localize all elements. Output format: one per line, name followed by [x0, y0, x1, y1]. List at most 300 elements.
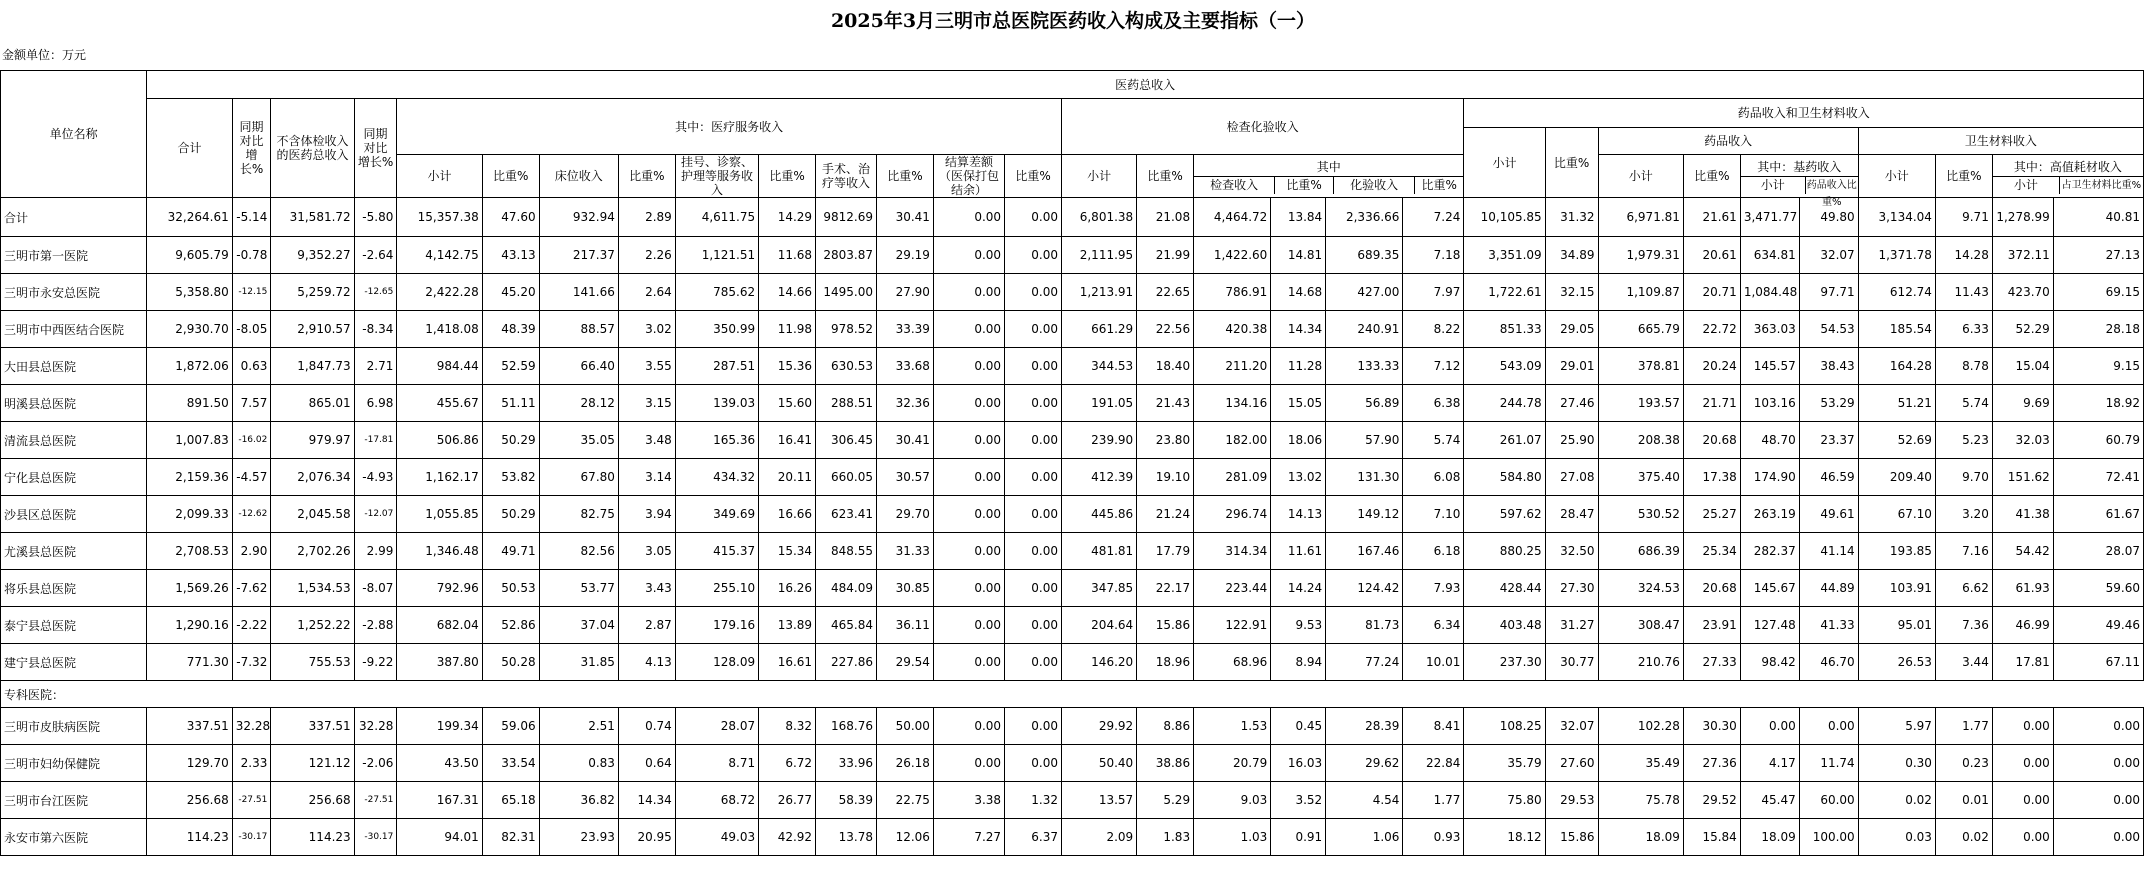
value-cell: 324.53 [1598, 570, 1683, 607]
header-hv-subtotal: 小计 [1993, 177, 2060, 194]
value-cell: 8.78 [1935, 348, 1992, 385]
value-cell: 14.34 [618, 782, 675, 819]
value-cell: 4,464.72 [1194, 198, 1271, 237]
value-cell: 314.34 [1194, 533, 1271, 570]
value-cell: 15.60 [759, 385, 816, 422]
value-cell: 4.13 [618, 644, 675, 681]
value-cell: 36.11 [877, 607, 934, 644]
value-cell: 164.28 [1858, 348, 1935, 385]
value-cell: 29.52 [1683, 782, 1740, 819]
value-cell: 2803.87 [816, 237, 877, 274]
value-cell: 660.05 [816, 459, 877, 496]
value-cell: 53.29 [1799, 385, 1858, 422]
value-cell: 15.04 [1992, 348, 2053, 385]
value-cell: 1,252.22 [271, 607, 354, 644]
value-cell: 22.72 [1683, 311, 1740, 348]
value-cell: 2.26 [618, 237, 675, 274]
value-cell: 3,134.04 [1858, 198, 1935, 237]
unit-name-cell: 建宁县总医院 [1, 644, 147, 681]
value-cell: 7.12 [1403, 348, 1464, 385]
value-cell: 1,847.73 [271, 348, 354, 385]
value-cell: 14.28 [1935, 237, 1992, 274]
value-cell: 32.28 [354, 708, 397, 745]
value-cell: 50.28 [482, 644, 539, 681]
value-cell: 22.65 [1137, 274, 1194, 311]
value-cell: 49.46 [2053, 607, 2143, 644]
value-cell: 1,162.17 [397, 459, 482, 496]
value-cell: 18.40 [1137, 348, 1194, 385]
value-cell: 20.79 [1194, 745, 1271, 782]
value-cell: 6.18 [1403, 533, 1464, 570]
value-cell: 848.55 [816, 533, 877, 570]
value-cell: 165.36 [675, 422, 758, 459]
value-cell: 129.70 [147, 745, 232, 782]
value-cell: 51.11 [482, 385, 539, 422]
value-cell: 59.60 [2053, 570, 2143, 607]
value-cell: 145.67 [1740, 570, 1799, 607]
value-cell: 11.98 [759, 311, 816, 348]
value-cell: 46.70 [1799, 644, 1858, 681]
value-cell: 6,971.81 [1598, 198, 1683, 237]
value-cell: 52.59 [482, 348, 539, 385]
value-cell: 30.41 [877, 198, 934, 237]
value-cell: 48.70 [1740, 422, 1799, 459]
value-cell: 2,076.34 [271, 459, 354, 496]
value-cell: 13.02 [1271, 459, 1326, 496]
header-unit-name: 单位名称 [1, 71, 147, 198]
value-cell: 623.41 [816, 496, 877, 533]
value-cell: 0.00 [1005, 459, 1062, 496]
value-cell: 145.57 [1740, 348, 1799, 385]
value-cell: 2,702.26 [271, 533, 354, 570]
value-cell: 363.03 [1740, 311, 1799, 348]
value-cell: 27.13 [2053, 237, 2143, 274]
value-cell: 2,336.66 [1326, 198, 1403, 237]
income-table [0, 70, 2144, 856]
value-cell: 239.90 [1061, 422, 1136, 459]
header-dm-ratio: 比重% [1545, 128, 1598, 198]
value-cell: 3.94 [618, 496, 675, 533]
value-cell: 95.01 [1858, 607, 1935, 644]
value-cell: 1,084.48 [1740, 274, 1799, 311]
value-cell: 8.32 [759, 708, 816, 745]
header-basic-subtotal: 小计 [1741, 177, 1806, 194]
value-cell: 103.16 [1740, 385, 1799, 422]
value-cell: 3,351.09 [1464, 237, 1545, 274]
value-cell: 0.00 [933, 274, 1004, 311]
value-cell: 445.86 [1061, 496, 1136, 533]
value-cell: 349.69 [675, 496, 758, 533]
value-cell: 865.01 [271, 385, 354, 422]
value-cell: 50.29 [482, 422, 539, 459]
value-cell: 851.33 [1464, 311, 1545, 348]
value-cell: 3.43 [618, 570, 675, 607]
value-cell: 7.24 [1403, 198, 1464, 237]
value-cell: 5.74 [1403, 422, 1464, 459]
value-cell: 0.00 [1005, 607, 1062, 644]
value-cell: 14.29 [759, 198, 816, 237]
value-cell: 69.15 [2053, 274, 2143, 311]
value-cell: 121.12 [271, 745, 354, 782]
unit-name-cell: 宁化县总医院 [1, 459, 147, 496]
value-cell: 306.45 [816, 422, 877, 459]
value-cell: 0.00 [933, 745, 1004, 782]
value-cell: 3.14 [618, 459, 675, 496]
value-cell: 584.80 [1464, 459, 1545, 496]
value-cell: 891.50 [147, 385, 232, 422]
value-cell: 33.39 [877, 311, 934, 348]
value-cell: 191.05 [1061, 385, 1136, 422]
value-cell: 42.92 [759, 819, 816, 856]
value-cell: 0.00 [933, 459, 1004, 496]
header-lab-ratio: 比重% [1421, 177, 1457, 192]
value-cell: 28.47 [1545, 496, 1598, 533]
header-surgery-ratio: 比重% [877, 155, 934, 198]
table-body [1, 198, 2144, 856]
value-cell: 0.00 [1005, 533, 1062, 570]
value-cell: 14.66 [759, 274, 816, 311]
value-cell: 22.84 [1403, 745, 1464, 782]
value-cell: 3.48 [618, 422, 675, 459]
value-cell: 0.30 [1858, 745, 1935, 782]
value-cell: 7.93 [1403, 570, 1464, 607]
section-row [1, 681, 2144, 708]
value-cell: 7.16 [1935, 533, 1992, 570]
value-cell: 412.39 [1061, 459, 1136, 496]
header-exam-among [1194, 155, 1464, 198]
value-cell: 0.02 [1935, 819, 1992, 856]
value-cell: 28.12 [539, 385, 618, 422]
value-cell: 2,099.33 [147, 496, 232, 533]
value-cell: 38.43 [1799, 348, 1858, 385]
value-cell: 2.33 [232, 745, 271, 782]
value-cell: 48.39 [482, 311, 539, 348]
value-cell: 6.08 [1403, 459, 1464, 496]
header-basic-drug [1740, 155, 1858, 208]
value-cell: 209.40 [1858, 459, 1935, 496]
value-cell: 6.38 [1403, 385, 1464, 422]
value-cell: 30.41 [877, 422, 934, 459]
value-cell: 52.29 [1992, 311, 2053, 348]
value-cell: 1.77 [1403, 782, 1464, 819]
value-cell: 25.90 [1545, 422, 1598, 459]
value-cell: 13.84 [1271, 198, 1326, 237]
table-row [1, 237, 2144, 274]
value-cell: 427.00 [1326, 274, 1403, 311]
value-cell: 17.79 [1137, 533, 1194, 570]
value-cell: 45.47 [1740, 782, 1799, 819]
value-cell: 0.00 [1005, 422, 1062, 459]
value-cell: 420.38 [1194, 311, 1271, 348]
header-settlement-ratio: 比重% [1005, 155, 1062, 198]
value-cell: 530.52 [1598, 496, 1683, 533]
header-surgery: 手术、治疗等收入 [816, 155, 877, 198]
value-cell: 22.17 [1137, 570, 1194, 607]
value-cell: 141.66 [539, 274, 618, 311]
value-cell: 428.44 [1464, 570, 1545, 607]
header-hv-material [1992, 155, 2143, 198]
value-cell: 13.89 [759, 607, 816, 644]
value-cell: 0.00 [2053, 819, 2143, 856]
value-cell: 31.32 [1545, 198, 1598, 237]
value-cell: 53.77 [539, 570, 618, 607]
value-cell: 114.23 [271, 819, 354, 856]
value-cell: 240.91 [1326, 311, 1403, 348]
value-cell: 665.79 [1598, 311, 1683, 348]
value-cell: 23.37 [1799, 422, 1858, 459]
value-cell: 755.53 [271, 644, 354, 681]
value-cell: 11.43 [1935, 274, 1992, 311]
value-cell: 108.25 [1464, 708, 1545, 745]
table-row [1, 782, 2144, 819]
value-cell: 255.10 [675, 570, 758, 607]
value-cell: 28.39 [1326, 708, 1403, 745]
value-cell: 7.36 [1935, 607, 1992, 644]
value-cell: -12.07 [354, 496, 397, 533]
value-cell: 0.03 [1858, 819, 1935, 856]
value-cell: 2,045.58 [271, 496, 354, 533]
value-cell: 23.80 [1137, 422, 1194, 459]
value-cell: 0.00 [933, 237, 1004, 274]
value-cell: 0.02 [1858, 782, 1935, 819]
value-cell: 0.00 [1005, 745, 1062, 782]
header-bed-ratio: 比重% [618, 155, 675, 198]
value-cell: 21.99 [1137, 237, 1194, 274]
value-cell: 0.00 [1005, 570, 1062, 607]
value-cell: 20.61 [1683, 237, 1740, 274]
value-cell: 455.67 [397, 385, 482, 422]
value-cell: 1.77 [1935, 708, 1992, 745]
value-cell: 151.62 [1992, 459, 2053, 496]
value-cell: 32,264.61 [147, 198, 232, 237]
value-cell: 0.00 [933, 708, 1004, 745]
value-cell: 3.15 [618, 385, 675, 422]
value-cell: -8.05 [232, 311, 271, 348]
value-cell: 223.44 [1194, 570, 1271, 607]
value-cell: 127.48 [1740, 607, 1799, 644]
section-label: 专科医院： [1, 681, 2144, 708]
value-cell: 244.78 [1464, 385, 1545, 422]
value-cell: 27.60 [1545, 745, 1598, 782]
value-cell: 29.70 [877, 496, 934, 533]
header-hv-material-group: 其中：高值耗材收入 [1993, 159, 2143, 177]
value-cell: 15.84 [1683, 819, 1740, 856]
value-cell: 41.38 [1992, 496, 2053, 533]
value-cell: 288.51 [816, 385, 877, 422]
value-cell: 5.74 [1935, 385, 1992, 422]
value-cell: 1,534.53 [271, 570, 354, 607]
value-cell: 32.36 [877, 385, 934, 422]
value-cell: 256.68 [147, 782, 232, 819]
value-cell: 1,722.61 [1464, 274, 1545, 311]
value-cell: 37.04 [539, 607, 618, 644]
value-cell: 6.33 [1935, 311, 1992, 348]
value-cell: 16.41 [759, 422, 816, 459]
value-cell: 9.15 [2053, 348, 2143, 385]
value-cell: 0.00 [1740, 708, 1799, 745]
value-cell: 11.68 [759, 237, 816, 274]
unit-name-cell: 泰宁县总医院 [1, 607, 147, 644]
value-cell: 7.18 [1403, 237, 1464, 274]
header-exam-group: 检查化验收入 [1061, 99, 1463, 155]
value-cell: 77.24 [1326, 644, 1403, 681]
value-cell: 122.91 [1194, 607, 1271, 644]
value-cell: 6.37 [1005, 819, 1062, 856]
value-cell: 18.12 [1464, 819, 1545, 856]
value-cell: 0.23 [1935, 745, 1992, 782]
value-cell: 3.02 [618, 311, 675, 348]
value-cell: 20.24 [1683, 348, 1740, 385]
value-cell: 182.00 [1194, 422, 1271, 459]
table-row [1, 570, 2144, 607]
value-cell: 28.07 [2053, 533, 2143, 570]
header-exam-subtotal: 小计 [1061, 155, 1136, 198]
unit-name-cell: 大田县总医院 [1, 348, 147, 385]
value-cell: 28.07 [675, 708, 758, 745]
value-cell: 2,708.53 [147, 533, 232, 570]
value-cell: 0.00 [1005, 237, 1062, 274]
table-row [1, 385, 2144, 422]
value-cell: 60.00 [1799, 782, 1858, 819]
value-cell: 61.67 [2053, 496, 2143, 533]
unit-name-cell: 三明市永安总医院 [1, 274, 147, 311]
report-title: 2025年3月三明市总医院医药收入构成及主要指标（一） [830, 10, 1316, 32]
value-cell: 67.80 [539, 459, 618, 496]
value-cell: 2.87 [618, 607, 675, 644]
value-cell: 27.30 [1545, 570, 1598, 607]
header-drug-group: 药品收入 [1598, 128, 1858, 155]
value-cell: 932.94 [539, 198, 618, 237]
value-cell: 32.50 [1545, 533, 1598, 570]
value-cell: 179.16 [675, 607, 758, 644]
value-cell: 49.71 [482, 533, 539, 570]
value-cell: 31.85 [539, 644, 618, 681]
value-cell: 82.31 [482, 819, 539, 856]
value-cell: 978.52 [816, 311, 877, 348]
value-cell: 29.62 [1326, 745, 1403, 782]
value-cell: 686.39 [1598, 533, 1683, 570]
value-cell: 97.71 [1799, 274, 1858, 311]
value-cell: 49.03 [675, 819, 758, 856]
value-cell: -30.17 [232, 819, 271, 856]
value-cell: 20.68 [1683, 570, 1740, 607]
value-cell: 210.76 [1598, 644, 1683, 681]
value-cell: 52.86 [482, 607, 539, 644]
header-excl-income: 不含体检收入的医药总收入 [271, 99, 354, 198]
value-cell: 82.75 [539, 496, 618, 533]
value-cell: -2.88 [354, 607, 397, 644]
value-cell: 35.49 [1598, 745, 1683, 782]
value-cell: 1.03 [1194, 819, 1271, 856]
value-cell: 88.57 [539, 311, 618, 348]
value-cell: 21.71 [1683, 385, 1740, 422]
value-cell: 282.37 [1740, 533, 1799, 570]
value-cell: 2.71 [354, 348, 397, 385]
value-cell: 57.90 [1326, 422, 1403, 459]
value-cell: 32.03 [1992, 422, 2053, 459]
header-bed: 床位收入 [539, 155, 618, 198]
value-cell: 19.10 [1137, 459, 1194, 496]
value-cell: 9812.69 [816, 198, 877, 237]
value-cell: 102.28 [1598, 708, 1683, 745]
value-cell: 29.53 [1545, 782, 1598, 819]
value-cell: 35.05 [539, 422, 618, 459]
value-cell: 134.16 [1194, 385, 1271, 422]
value-cell: 6.62 [1935, 570, 1992, 607]
value-cell: 68.72 [675, 782, 758, 819]
unit-name-cell: 三明市台江医院 [1, 782, 147, 819]
value-cell: 72.41 [2053, 459, 2143, 496]
value-cell: 16.61 [759, 644, 816, 681]
value-cell: 47.60 [482, 198, 539, 237]
value-cell: 682.04 [397, 607, 482, 644]
value-cell: 1,872.06 [147, 348, 232, 385]
value-cell: 46.59 [1799, 459, 1858, 496]
value-cell: 53.82 [482, 459, 539, 496]
value-cell: 27.08 [1545, 459, 1598, 496]
value-cell: 18.96 [1137, 644, 1194, 681]
header-sum: 合计 [147, 99, 232, 198]
unit-name-cell: 三明市妇幼保健院 [1, 745, 147, 782]
value-cell: 237.30 [1464, 644, 1545, 681]
value-cell: 11.28 [1271, 348, 1326, 385]
header-drug-ratio: 比重% [1683, 155, 1740, 198]
value-cell: 0.00 [1992, 745, 2053, 782]
header-material-ratio: 比重% [1935, 155, 1992, 198]
value-cell: 17.81 [1992, 644, 2053, 681]
unit-name-cell: 沙县区总医院 [1, 496, 147, 533]
value-cell: 52.69 [1858, 422, 1935, 459]
value-cell: 5.29 [1137, 782, 1194, 819]
value-cell: 786.91 [1194, 274, 1271, 311]
value-cell: 16.26 [759, 570, 816, 607]
value-cell: 0.00 [1005, 644, 1062, 681]
value-cell: 0.64 [618, 745, 675, 782]
value-cell: 281.09 [1194, 459, 1271, 496]
value-cell: 6.34 [1403, 607, 1464, 644]
value-cell: 484.09 [816, 570, 877, 607]
value-cell: -5.80 [354, 198, 397, 237]
value-cell: 18.06 [1271, 422, 1326, 459]
value-cell: 174.90 [1740, 459, 1799, 496]
table-row [1, 745, 2144, 782]
header-yoy-2: 同期对比增长% [354, 99, 397, 198]
header-exam: 检查收入 [1194, 177, 1275, 194]
value-cell: 1,055.85 [397, 496, 482, 533]
value-cell: 168.76 [816, 708, 877, 745]
header-material-subtotal: 小计 [1858, 155, 1935, 198]
value-cell: 0.01 [1935, 782, 1992, 819]
value-cell: 0.00 [2053, 782, 2143, 819]
header-settlement: 结算差额（医保打包结余） [933, 155, 1004, 198]
value-cell: 1,213.91 [1061, 274, 1136, 311]
header-material-group: 卫生材料收入 [1858, 128, 2143, 155]
value-cell: 13.78 [816, 819, 877, 856]
value-cell: 0.00 [933, 385, 1004, 422]
value-cell: 387.80 [397, 644, 482, 681]
value-cell: -8.07 [354, 570, 397, 607]
value-cell: 0.00 [1005, 311, 1062, 348]
value-cell: 0.00 [2053, 708, 2143, 745]
value-cell: 3.20 [1935, 496, 1992, 533]
header-svc-ratio: 比重% [482, 155, 539, 198]
value-cell: 9.71 [1935, 198, 1992, 237]
header-lab: 化验收入 [1334, 177, 1415, 194]
value-cell: 204.64 [1061, 607, 1136, 644]
value-cell: 18.09 [1598, 819, 1683, 856]
header-exam-ratio: 比重% [1137, 155, 1194, 198]
value-cell: 27.90 [877, 274, 934, 311]
